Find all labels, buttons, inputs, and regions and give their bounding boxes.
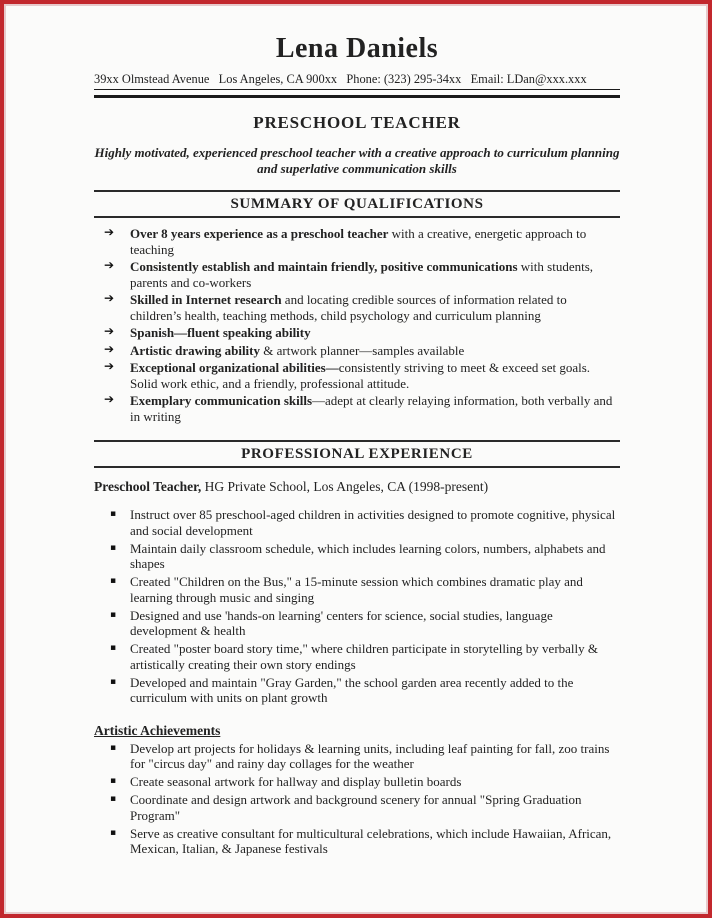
artistic-item <box>94 741 620 772</box>
experience-item-text: Developed and maintain "Gray Garden," the school garden area recently added to the curriculum with units on plant growth <box>130 674 574 705</box>
square-bullet-icon: ▪ <box>110 509 117 519</box>
experience-list <box>94 507 620 706</box>
qualification-rest: & artwork planner—samples available <box>260 342 465 358</box>
job-title: PRESCHOOL TEACHER <box>253 113 461 132</box>
experience-item-text: Instruct over 85 preschool-aged children in activities designed to promote cognitive, physical and social development <box>130 507 616 538</box>
artistic-item <box>94 826 620 857</box>
experience-item-text: Created "Children on the Bus," a 15-minute session which combines dramatic play and learning through music and singing <box>130 574 583 605</box>
arrow-bullet-icon: ➔ <box>104 258 115 272</box>
experience-role-title: Preschool Teacher, <box>94 479 202 494</box>
artistic-item-text: Develop art projects for holidays & learning units, including leaf painting for fall, zoo trains for "circus day" and rainy day collages for the weather <box>130 740 610 771</box>
arrow-bullet-icon: ➔ <box>104 291 115 305</box>
qualification-bold: Skilled in Internet research <box>130 292 282 307</box>
qualification-bold: Exemplary communication skills <box>130 393 313 408</box>
section-heading-qualifications: SUMMARY OF QUALIFICATIONS <box>94 190 620 218</box>
resume-page-inner <box>4 4 708 914</box>
experience-item <box>94 675 620 706</box>
contact-line: 39xx Olmstead Avenue Los Angeles, CA 900xx Phone: (323) 295-34xx Email: LDan@xxx.xxx <box>94 72 620 90</box>
artistic-item-text: Serve as creative consultant for multicultural celebrations, which include Hawaiian, African, Mexican, Italian, & Japanese festivals <box>130 825 612 856</box>
qualification-item <box>94 325 620 341</box>
arrow-bullet-icon: ➔ <box>104 324 115 338</box>
qualification-item <box>94 393 620 424</box>
square-bullet-icon: ▪ <box>110 576 117 586</box>
artistic-achievements-list <box>94 741 620 857</box>
header-divider <box>94 95 620 98</box>
square-bullet-icon: ▪ <box>110 609 117 620</box>
arrow-bullet-icon: ➔ <box>104 392 115 406</box>
qualification-bold: Over 8 years experience as a preschool teacher <box>130 226 389 241</box>
qualification-rest: with students, parents and co-workers <box>130 259 594 290</box>
experience-role-detail: HG Private School, Los Angeles, CA (1998-present) <box>201 479 489 494</box>
qualification-rest: and locating credible sources of information related to children’s health, teaching methods, child psychology and curriculum planning <box>130 292 567 323</box>
qualification-bold: Artistic drawing ability <box>130 342 260 358</box>
qualification-bold: Exceptional organizational abilities— <box>130 360 339 375</box>
experience-item-text: Maintain daily classroom schedule, which includes learning colors, numbers, alphabets and shapes <box>130 540 606 571</box>
square-bullet-icon: ▪ <box>110 643 117 653</box>
artistic-item-text: Coordinate and design artwork and background scenery for annual "Spring Graduation Program" <box>130 792 582 823</box>
qualification-item <box>94 226 620 257</box>
qualification-bold: Spanish—fluent speaking ability <box>130 325 311 340</box>
experience-item <box>94 641 620 672</box>
experience-item <box>94 574 620 605</box>
square-bullet-icon: ▪ <box>110 827 117 838</box>
square-bullet-icon: ▪ <box>110 542 117 553</box>
qualification-rest: consistently striving to meet & exceed set goals. Solid work ethic, and a friendly, professional attitude. <box>130 360 591 391</box>
qualification-item <box>94 343 620 359</box>
qualification-bold: Consistently establish and maintain friendly, positive communications <box>130 259 518 274</box>
candidate-name: Lena Daniels <box>275 33 439 64</box>
qualification-item <box>94 259 620 290</box>
arrow-bullet-icon: ➔ <box>104 359 115 373</box>
experience-item <box>94 507 620 538</box>
artistic-achievements-heading: Artistic Achievements <box>94 722 221 738</box>
qualification-rest: —adept at clearly relaying information, both verbally and in writing <box>130 393 613 424</box>
artistic-item <box>94 774 620 790</box>
qualifications-list <box>94 226 620 424</box>
experience-item <box>94 541 620 572</box>
arrow-bullet-icon: ➔ <box>104 341 115 356</box>
experience-item-text: Created "poster board story time," where children participate in storytelling by verbally & artistically creating their own story endings <box>130 641 598 672</box>
experience-item <box>94 608 620 639</box>
qualification-rest: with a creative, energetic approach to teaching <box>130 226 587 257</box>
square-bullet-icon: ▪ <box>110 776 117 786</box>
experience-role <box>94 479 620 495</box>
qualification-item <box>94 360 620 391</box>
arrow-bullet-icon: ➔ <box>104 225 115 239</box>
experience-item-text: Designed and use 'hands-on learning' centers for science, social studies, language development & health <box>130 607 553 638</box>
artistic-item-text: Create seasonal artwork for hallway and display bulletin boards <box>130 774 462 789</box>
summary-tagline: Highly motivated, experienced preschool teacher with a creative approach to curriculum planning and superlative communication skills <box>94 145 620 176</box>
section-heading-experience: PROFESSIONAL EXPERIENCE <box>94 440 620 468</box>
qualification-item <box>94 292 620 323</box>
artistic-item <box>94 792 620 823</box>
square-bullet-icon: ▪ <box>110 676 117 687</box>
square-bullet-icon: ▪ <box>110 742 117 753</box>
square-bullet-icon: ▪ <box>110 794 117 804</box>
